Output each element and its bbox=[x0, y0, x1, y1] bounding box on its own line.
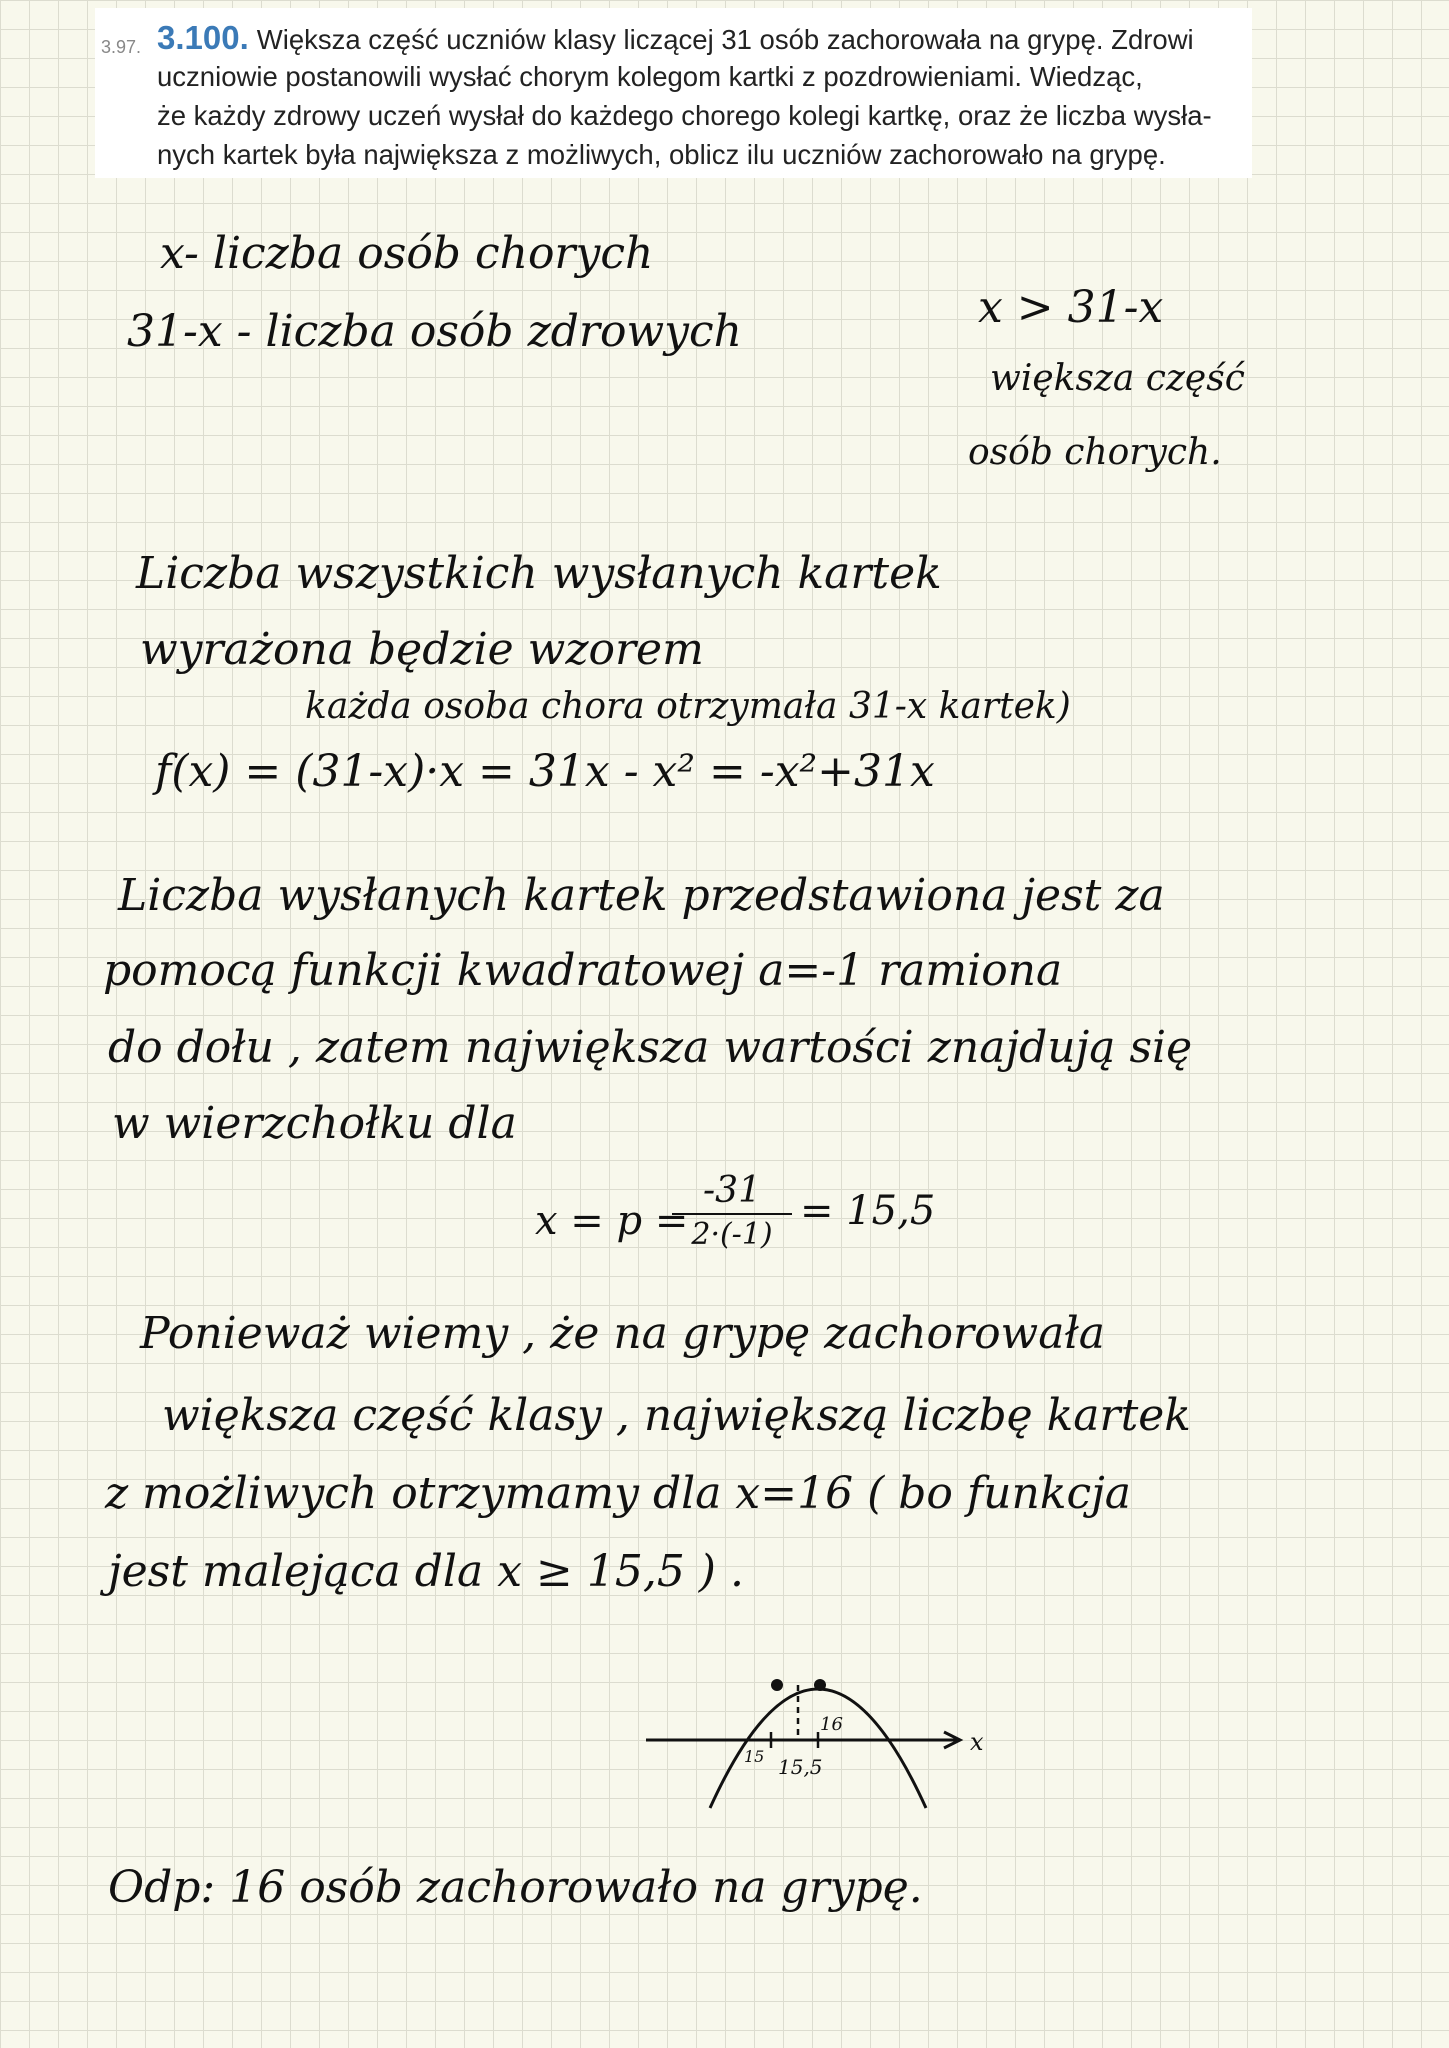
problem-line-2: uczniowie postanowili wysłać chorym kolegom kartki z pozdrowieniami. Wiedząc, bbox=[157, 61, 1143, 92]
parabola-sketch bbox=[640, 1640, 1020, 1820]
conclusion-line-3: z możliwych otrzymamy dla x=16 ( bo funkcja bbox=[105, 1468, 1132, 1519]
problem-statement bbox=[95, 8, 1252, 178]
tick-label-mid: 15,5 bbox=[778, 1755, 823, 1779]
vertex-point-right bbox=[814, 1679, 826, 1691]
total-cards-line-2: wyrażona będzie wzorem bbox=[140, 624, 704, 675]
vertex-fraction bbox=[672, 1170, 792, 1252]
answer: Odp: 16 osób zachorowało na grypę. bbox=[108, 1862, 923, 1913]
inequality-note-1: większa część bbox=[990, 358, 1245, 399]
each-sick-note: każda osoba chora otrzymała 31-x kartek) bbox=[305, 686, 1071, 727]
problem-line-1: 3.100. Większa część uczniów klasy liczącej 31 osób zachorowała na grypę. Zdrowi bbox=[157, 19, 1194, 56]
problem-line-4: nych kartek była największa z możliwych, oblicz ilu uczniów zachorowało na grypę. bbox=[157, 139, 1166, 170]
total-cards-line-1: Liczba wszystkich wysłanych kartek bbox=[136, 548, 942, 599]
definition-healthy: 31-x - liczba osób zdrowych bbox=[127, 306, 742, 357]
problem-number: 3.100. bbox=[157, 19, 249, 56]
vertex-point-left bbox=[771, 1679, 783, 1691]
inequality: x > 31-x bbox=[978, 282, 1164, 333]
axis-label: x bbox=[970, 1728, 984, 1756]
definition-sick: x- liczba osób chorych bbox=[160, 228, 654, 279]
conclusion-line-2: większa część klasy , największą liczbę kartek bbox=[162, 1390, 1191, 1441]
vertex-numerator: -31 bbox=[672, 1170, 792, 1215]
paragraph-line-2: pomocą funkcji kwadratowej a=-1 ramiona bbox=[103, 945, 1063, 996]
formula: f(x) = (31-x)·x = 31x - x² = -x²+31x bbox=[155, 746, 935, 797]
conclusion-line-1: Ponieważ wiemy , że na grypę zachorowała bbox=[140, 1308, 1105, 1359]
conclusion-line-4: jest malejąca dla x ≥ 15,5 ) . bbox=[108, 1546, 744, 1597]
tick-label-right: 16 bbox=[820, 1714, 843, 1735]
parabola-curve bbox=[710, 1689, 926, 1808]
paragraph-line-4: w wierzchołku dla bbox=[112, 1098, 517, 1149]
tick-label-left: 15 bbox=[744, 1747, 765, 1766]
previous-problem-number: 3.97. bbox=[101, 37, 142, 57]
vertex-rhs: = 15,5 bbox=[800, 1188, 936, 1234]
paragraph-line-1: Liczba wysłanych kartek przedstawiona jest za bbox=[118, 870, 1165, 921]
paragraph-line-3: do dołu , zatem największa wartości znajdują się bbox=[108, 1022, 1193, 1073]
vertex-denominator: 2·(-1) bbox=[691, 1217, 773, 1252]
inequality-note-2: osób chorych. bbox=[968, 432, 1222, 473]
vertex-lhs: x = p = bbox=[535, 1198, 689, 1244]
problem-line-3: że każdy zdrowy uczeń wysłał do każdego chorego kolegi kartkę, oraz że liczba wysła- bbox=[157, 100, 1212, 131]
